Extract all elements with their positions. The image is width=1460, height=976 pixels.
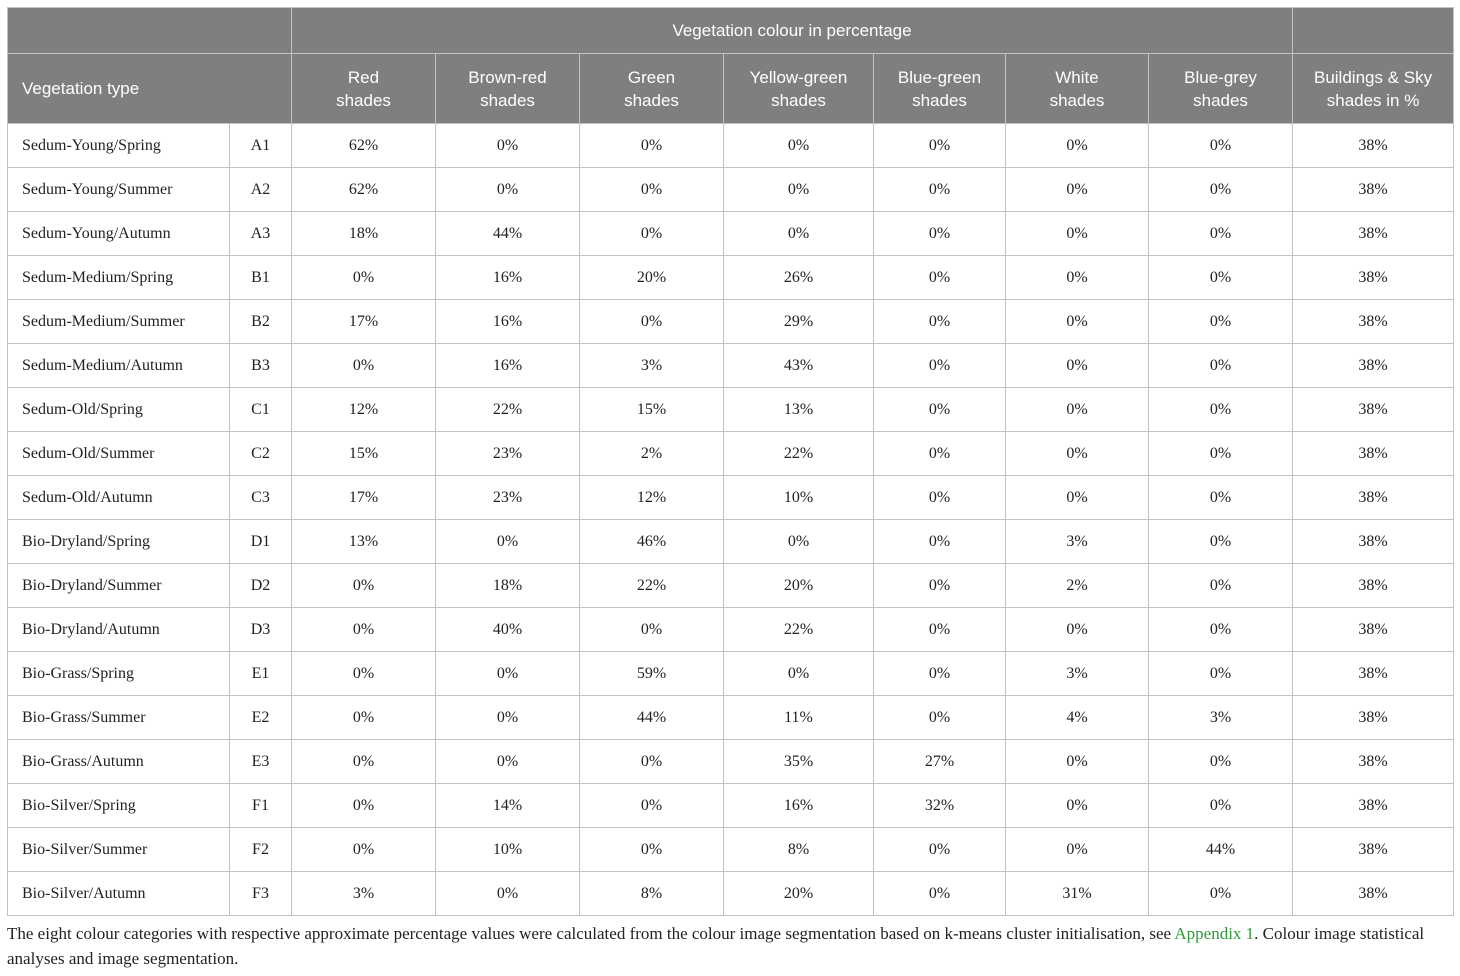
code-cell: C3 xyxy=(230,476,292,520)
percentage-cell: 22% xyxy=(724,608,874,652)
percentage-cell: 38% xyxy=(1293,168,1454,212)
table-row xyxy=(8,168,1454,212)
percentage-cell: 29% xyxy=(724,300,874,344)
column-header-line: Blue-grey xyxy=(1184,67,1257,87)
percentage-cell: 22% xyxy=(436,388,580,432)
percentage-cell: 8% xyxy=(580,872,724,916)
table-row xyxy=(8,564,1454,608)
percentage-cell: 10% xyxy=(436,828,580,872)
vegetation-type-cell: Sedum-Medium/Autumn xyxy=(8,344,230,388)
percentage-cell: 0% xyxy=(874,344,1006,388)
percentage-cell: 44% xyxy=(436,212,580,256)
header-blank-cell xyxy=(1293,8,1454,54)
percentage-cell: 0% xyxy=(724,520,874,564)
percentage-cell: 0% xyxy=(292,740,436,784)
code-cell: E3 xyxy=(230,740,292,784)
percentage-cell: 0% xyxy=(1006,388,1149,432)
percentage-cell: 0% xyxy=(292,784,436,828)
code-cell: A3 xyxy=(230,212,292,256)
vegetation-type-cell: Bio-Grass/Summer xyxy=(8,696,230,740)
vegetation-type-cell: Sedum-Young/Spring xyxy=(8,124,230,168)
percentage-cell: 0% xyxy=(436,124,580,168)
percentage-cell: 14% xyxy=(436,784,580,828)
percentage-cell: 0% xyxy=(724,652,874,696)
percentage-cell: 0% xyxy=(436,652,580,696)
percentage-cell: 0% xyxy=(874,520,1006,564)
percentage-cell: 26% xyxy=(724,256,874,300)
percentage-cell: 0% xyxy=(1006,212,1149,256)
column-header-line: shades xyxy=(1049,90,1105,110)
percentage-cell: 38% xyxy=(1293,652,1454,696)
percentage-cell: 0% xyxy=(1006,432,1149,476)
code-cell: B3 xyxy=(230,344,292,388)
table-container xyxy=(7,7,1453,916)
percentage-cell: 0% xyxy=(292,564,436,608)
percentage-cell: 59% xyxy=(580,652,724,696)
percentage-cell: 12% xyxy=(292,388,436,432)
percentage-cell: 3% xyxy=(1149,696,1293,740)
code-cell: F1 xyxy=(230,784,292,828)
percentage-cell: 38% xyxy=(1293,696,1454,740)
table-row xyxy=(8,696,1454,740)
column-header-line: shades xyxy=(336,90,391,110)
vegetation-type-cell: Sedum-Medium/Spring xyxy=(8,256,230,300)
code-cell: E1 xyxy=(230,652,292,696)
code-cell: A1 xyxy=(230,124,292,168)
percentage-cell: 0% xyxy=(1149,740,1293,784)
percentage-cell: 62% xyxy=(292,124,436,168)
percentage-cell: 43% xyxy=(724,344,874,388)
percentage-cell: 0% xyxy=(292,256,436,300)
column-header-line: Yellow-green xyxy=(749,67,848,87)
percentage-cell: 10% xyxy=(724,476,874,520)
percentage-cell: 0% xyxy=(874,168,1006,212)
table-row xyxy=(8,300,1454,344)
percentage-cell: 0% xyxy=(580,608,724,652)
table-row xyxy=(8,476,1454,520)
percentage-cell: 0% xyxy=(1149,784,1293,828)
code-cell: D1 xyxy=(230,520,292,564)
percentage-cell: 38% xyxy=(1293,256,1454,300)
percentage-cell: 0% xyxy=(1149,256,1293,300)
column-header-line: shades xyxy=(1193,90,1248,110)
percentage-cell: 44% xyxy=(1149,828,1293,872)
percentage-cell: 3% xyxy=(1006,652,1149,696)
percentage-cell: 0% xyxy=(724,124,874,168)
vegetation-type-cell: Bio-Grass/Spring xyxy=(8,652,230,696)
column-header-line: White xyxy=(1055,67,1099,87)
appendix-link[interactable]: Appendix 1 xyxy=(1174,924,1255,943)
percentage-cell: 0% xyxy=(436,696,580,740)
vegetation-type-cell: Bio-Grass/Autumn xyxy=(8,740,230,784)
percentage-cell: 2% xyxy=(580,432,724,476)
column-header-line: Green xyxy=(627,67,676,87)
percentage-cell: 0% xyxy=(874,256,1006,300)
percentage-cell: 0% xyxy=(1006,608,1149,652)
percentage-cell: 38% xyxy=(1293,608,1454,652)
percentage-cell: 0% xyxy=(1006,256,1149,300)
percentage-cell: 0% xyxy=(436,168,580,212)
vegetation-type-cell: Sedum-Old/Autumn xyxy=(8,476,230,520)
percentage-cell: 0% xyxy=(874,872,1006,916)
percentage-cell: 38% xyxy=(1293,740,1454,784)
vegetation-type-cell: Bio-Dryland/Summer xyxy=(8,564,230,608)
vegetation-type-cell: Bio-Silver/Spring xyxy=(8,784,230,828)
percentage-cell: 0% xyxy=(1149,564,1293,608)
column-header xyxy=(1293,54,1454,124)
percentage-cell: 13% xyxy=(724,388,874,432)
percentage-cell: 0% xyxy=(292,828,436,872)
group-header: Vegetation colour in percentage xyxy=(292,8,1293,54)
percentage-cell: 0% xyxy=(874,828,1006,872)
percentage-cell: 0% xyxy=(1006,476,1149,520)
percentage-cell: 0% xyxy=(1149,344,1293,388)
percentage-cell: 16% xyxy=(436,256,580,300)
column-header-line: shades xyxy=(912,90,967,110)
percentage-cell: 0% xyxy=(580,124,724,168)
percentage-cell: 22% xyxy=(724,432,874,476)
percentage-cell: 35% xyxy=(724,740,874,784)
percentage-cell: 0% xyxy=(580,212,724,256)
vegetation-type-cell: Sedum-Medium/Summer xyxy=(8,300,230,344)
percentage-cell: 3% xyxy=(580,344,724,388)
column-header-line: Red xyxy=(347,67,380,87)
table-header xyxy=(8,8,1454,124)
percentage-cell: 16% xyxy=(436,344,580,388)
table-row xyxy=(8,784,1454,828)
table-row xyxy=(8,388,1454,432)
table-row xyxy=(8,256,1454,300)
percentage-cell: 0% xyxy=(874,696,1006,740)
column-header-line: shades xyxy=(480,90,535,110)
table-row xyxy=(8,828,1454,872)
column-header-line: shades in % xyxy=(1326,90,1420,110)
percentage-cell: 0% xyxy=(1006,828,1149,872)
percentage-cell: 23% xyxy=(436,432,580,476)
table-row xyxy=(8,608,1454,652)
footnote-text-before: The eight colour categories with respective approximate percentage values were calculated from the colour image segmentation based on k-means cluster initialisation, see xyxy=(7,924,1175,943)
percentage-cell: 16% xyxy=(724,784,874,828)
vegetation-colour-table xyxy=(7,7,1454,916)
percentage-cell: 0% xyxy=(1149,124,1293,168)
vegetation-type-cell: Sedum-Young/Autumn xyxy=(8,212,230,256)
percentage-cell: 27% xyxy=(874,740,1006,784)
percentage-cell: 62% xyxy=(292,168,436,212)
table-body xyxy=(8,124,1454,916)
percentage-cell: 0% xyxy=(1006,124,1149,168)
percentage-cell: 0% xyxy=(724,168,874,212)
percentage-cell: 18% xyxy=(436,564,580,608)
column-header-line: Brown-red xyxy=(468,67,547,87)
percentage-cell: 0% xyxy=(1149,872,1293,916)
percentage-cell: 18% xyxy=(292,212,436,256)
percentage-cell: 15% xyxy=(580,388,724,432)
percentage-cell: 0% xyxy=(292,696,436,740)
percentage-cell: 0% xyxy=(292,652,436,696)
column-header-line: Blue-green xyxy=(897,67,982,87)
code-cell: F2 xyxy=(230,828,292,872)
vegetation-type-cell: Bio-Dryland/Autumn xyxy=(8,608,230,652)
percentage-cell: 0% xyxy=(292,608,436,652)
code-cell: D2 xyxy=(230,564,292,608)
percentage-cell: 0% xyxy=(1149,608,1293,652)
table-row xyxy=(8,124,1454,168)
percentage-cell: 0% xyxy=(874,300,1006,344)
column-header-vegetation-type xyxy=(8,54,292,124)
percentage-cell: 16% xyxy=(436,300,580,344)
percentage-cell: 0% xyxy=(1006,300,1149,344)
column-header-line: Vegetation type xyxy=(22,79,140,98)
percentage-cell: 38% xyxy=(1293,388,1454,432)
percentage-cell: 0% xyxy=(874,564,1006,608)
table-footnote xyxy=(7,921,1453,971)
vegetation-type-cell: Bio-Silver/Autumn xyxy=(8,872,230,916)
percentage-cell: 0% xyxy=(1149,212,1293,256)
code-cell: F3 xyxy=(230,872,292,916)
percentage-cell: 38% xyxy=(1293,828,1454,872)
percentage-cell: 20% xyxy=(580,256,724,300)
percentage-cell: 20% xyxy=(724,564,874,608)
vegetation-type-cell: Sedum-Young/Summer xyxy=(8,168,230,212)
percentage-cell: 0% xyxy=(436,740,580,784)
percentage-cell: 0% xyxy=(1149,432,1293,476)
footnote-text-after: . Colour image statistical analyses and image segmentation. xyxy=(7,924,1425,968)
code-cell: D3 xyxy=(230,608,292,652)
column-header xyxy=(292,54,436,124)
column-header-line: shades xyxy=(624,90,679,110)
percentage-cell: 0% xyxy=(1006,740,1149,784)
table-row xyxy=(8,212,1454,256)
percentage-cell: 0% xyxy=(580,740,724,784)
header-blank-cell xyxy=(8,8,292,54)
percentage-cell: 0% xyxy=(1149,300,1293,344)
table-row xyxy=(8,432,1454,476)
code-cell: E2 xyxy=(230,696,292,740)
percentage-cell: 0% xyxy=(1149,652,1293,696)
column-header xyxy=(1149,54,1293,124)
percentage-cell: 17% xyxy=(292,476,436,520)
percentage-cell: 0% xyxy=(1149,476,1293,520)
percentage-cell: 38% xyxy=(1293,212,1454,256)
percentage-cell: 0% xyxy=(580,828,724,872)
percentage-cell: 40% xyxy=(436,608,580,652)
percentage-cell: 0% xyxy=(724,212,874,256)
table-row xyxy=(8,872,1454,916)
percentage-cell: 0% xyxy=(1149,520,1293,564)
percentage-cell: 38% xyxy=(1293,476,1454,520)
column-header xyxy=(580,54,724,124)
percentage-cell: 38% xyxy=(1293,564,1454,608)
vegetation-type-cell: Sedum-Old/Spring xyxy=(8,388,230,432)
percentage-cell: 31% xyxy=(1006,872,1149,916)
percentage-cell: 2% xyxy=(1006,564,1149,608)
column-header xyxy=(1006,54,1149,124)
percentage-cell: 0% xyxy=(580,784,724,828)
percentage-cell: 0% xyxy=(874,608,1006,652)
percentage-cell: 0% xyxy=(1006,168,1149,212)
column-header xyxy=(874,54,1006,124)
percentage-cell: 0% xyxy=(1149,168,1293,212)
percentage-cell: 0% xyxy=(436,520,580,564)
percentage-cell: 38% xyxy=(1293,124,1454,168)
percentage-cell: 13% xyxy=(292,520,436,564)
percentage-cell: 3% xyxy=(1006,520,1149,564)
code-cell: B1 xyxy=(230,256,292,300)
percentage-cell: 0% xyxy=(874,432,1006,476)
percentage-cell: 38% xyxy=(1293,344,1454,388)
percentage-cell: 0% xyxy=(874,652,1006,696)
percentage-cell: 38% xyxy=(1293,520,1454,564)
table-row xyxy=(8,344,1454,388)
percentage-cell: 0% xyxy=(1006,344,1149,388)
percentage-cell: 38% xyxy=(1293,872,1454,916)
percentage-cell: 3% xyxy=(292,872,436,916)
percentage-cell: 32% xyxy=(874,784,1006,828)
code-cell: A2 xyxy=(230,168,292,212)
vegetation-type-cell: Sedum-Old/Summer xyxy=(8,432,230,476)
percentage-cell: 12% xyxy=(580,476,724,520)
column-header-line: shades xyxy=(771,90,826,110)
percentage-cell: 0% xyxy=(580,300,724,344)
percentage-cell: 0% xyxy=(1149,388,1293,432)
percentage-cell: 44% xyxy=(580,696,724,740)
table-row xyxy=(8,740,1454,784)
percentage-cell: 15% xyxy=(292,432,436,476)
percentage-cell: 23% xyxy=(436,476,580,520)
percentage-cell: 0% xyxy=(874,212,1006,256)
percentage-cell: 0% xyxy=(874,124,1006,168)
code-cell: C2 xyxy=(230,432,292,476)
table-row xyxy=(8,652,1454,696)
code-cell: C1 xyxy=(230,388,292,432)
column-header-line: Buildings & Sky xyxy=(1313,67,1433,87)
percentage-cell: 0% xyxy=(1006,784,1149,828)
vegetation-type-cell: Bio-Silver/Summer xyxy=(8,828,230,872)
percentage-cell: 0% xyxy=(292,344,436,388)
percentage-cell: 20% xyxy=(724,872,874,916)
column-header-row xyxy=(8,54,1454,124)
percentage-cell: 0% xyxy=(580,168,724,212)
percentage-cell: 38% xyxy=(1293,784,1454,828)
percentage-cell: 46% xyxy=(580,520,724,564)
column-header xyxy=(724,54,874,124)
percentage-cell: 17% xyxy=(292,300,436,344)
percentage-cell: 38% xyxy=(1293,300,1454,344)
percentage-cell: 0% xyxy=(874,476,1006,520)
percentage-cell: 38% xyxy=(1293,432,1454,476)
table-row xyxy=(8,520,1454,564)
vegetation-type-cell: Bio-Dryland/Spring xyxy=(8,520,230,564)
percentage-cell: 0% xyxy=(874,388,1006,432)
percentage-cell: 11% xyxy=(724,696,874,740)
column-header xyxy=(436,54,580,124)
percentage-cell: 8% xyxy=(724,828,874,872)
percentage-cell: 0% xyxy=(436,872,580,916)
percentage-cell: 22% xyxy=(580,564,724,608)
code-cell: B2 xyxy=(230,300,292,344)
percentage-cell: 4% xyxy=(1006,696,1149,740)
